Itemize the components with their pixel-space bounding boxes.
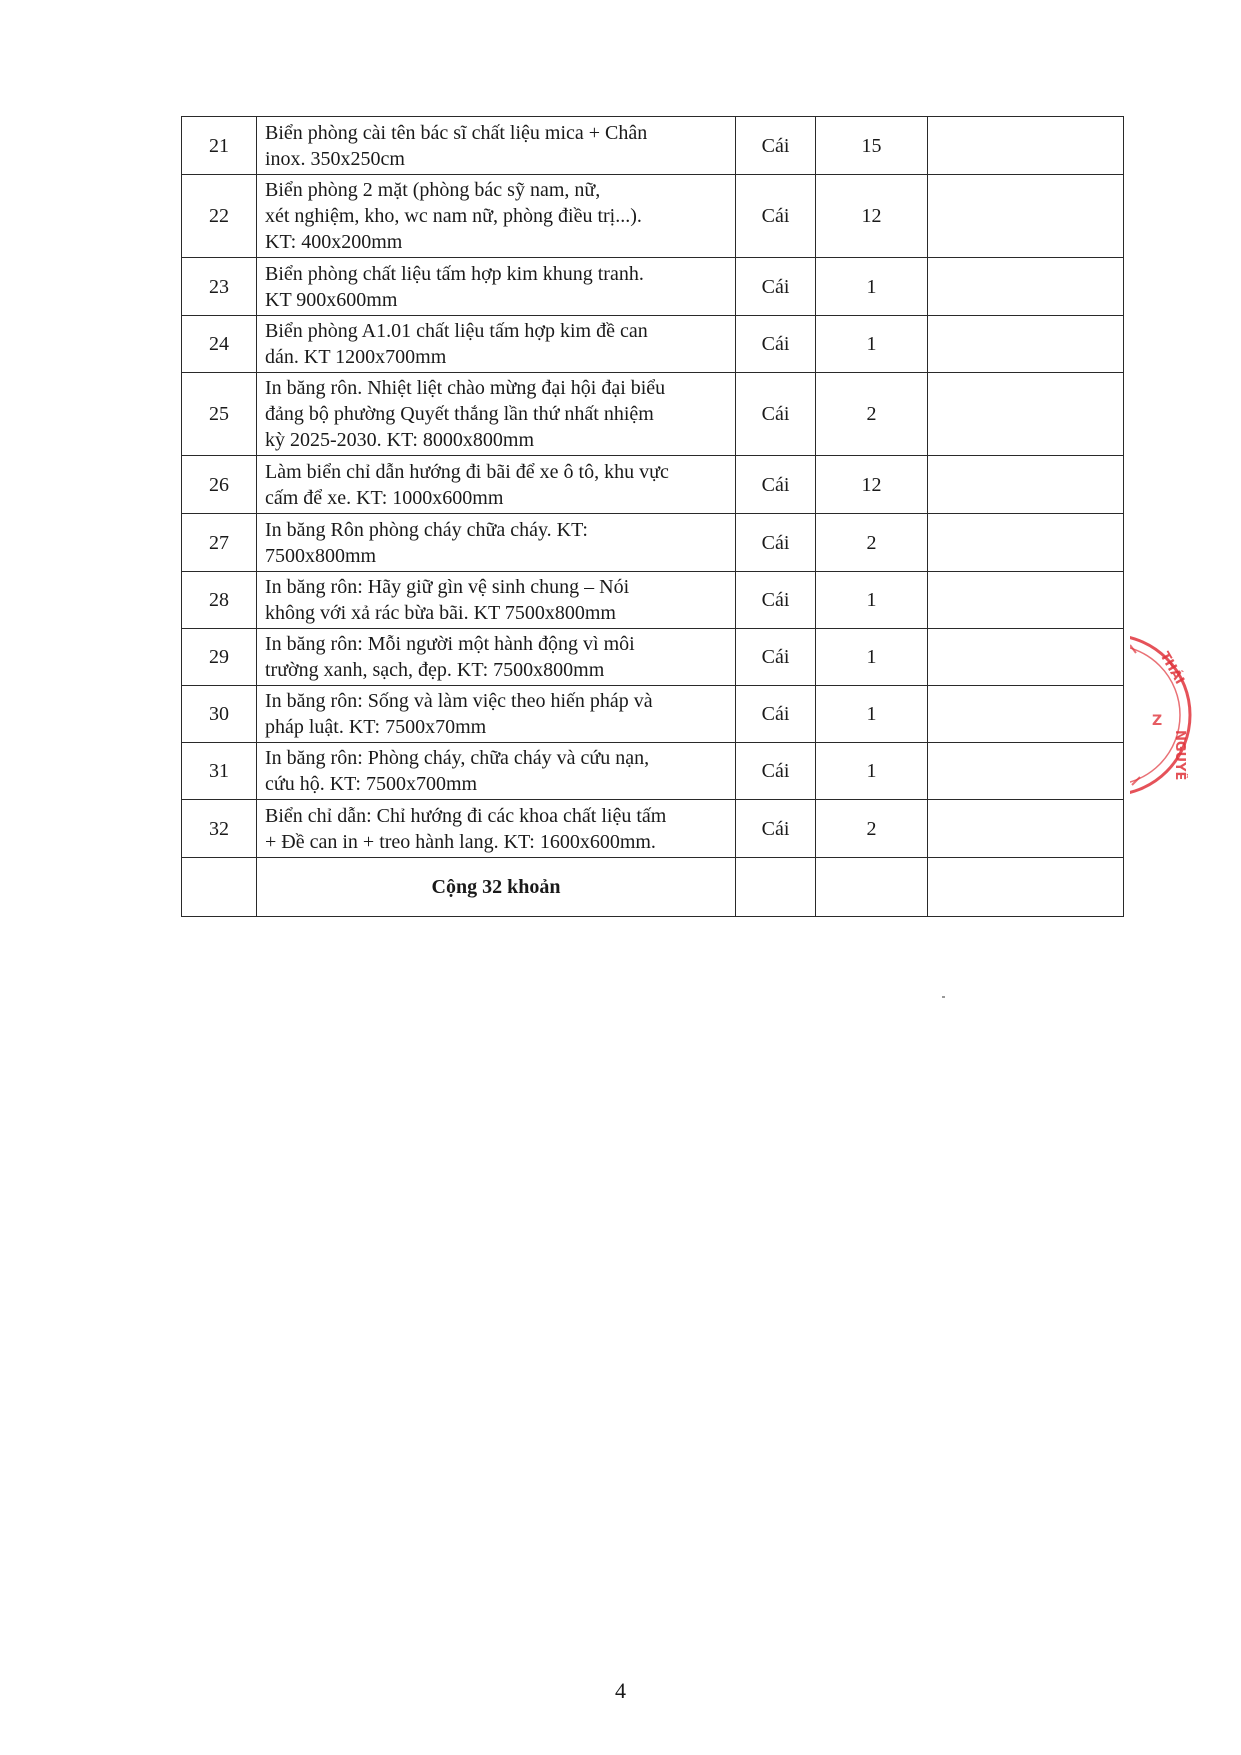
item-note xyxy=(928,373,1124,456)
description-line: In băng Rôn phòng cháy chữa cháy. KT: xyxy=(265,518,588,541)
item-unit: Cái xyxy=(736,258,816,316)
description-line: KT 900x600mm xyxy=(265,288,398,311)
description-line: In băng rôn: Sống và làm việc theo hiến pháp và xyxy=(265,690,653,712)
description-line: không với xả rác bừa bãi. KT 7500x800mm xyxy=(265,602,616,624)
table-row xyxy=(182,316,1124,373)
row-number: 32 xyxy=(182,800,257,858)
scan-speck xyxy=(942,996,945,998)
item-note xyxy=(928,456,1124,514)
total-unit-cell xyxy=(736,858,816,917)
item-note xyxy=(928,175,1124,258)
table-row xyxy=(182,629,1124,686)
item-note xyxy=(928,117,1124,175)
item-description xyxy=(257,572,736,629)
item-quantity: 15 xyxy=(816,117,928,175)
description-line: In băng rôn: Hãy giữ gìn vệ sinh chung – Nói xyxy=(265,576,630,598)
description-line: xét nghiệm, kho, wc nam nữ, phòng điều trị...). xyxy=(265,205,642,227)
description-line: đảng bộ phường Quyết thắng lần thứ nhất nhiệm xyxy=(265,403,654,425)
row-number: 21 xyxy=(182,117,257,175)
item-note xyxy=(928,800,1124,858)
description-line: KT: 400x200mm xyxy=(265,231,403,253)
item-unit: Cái xyxy=(736,175,816,258)
item-note xyxy=(928,743,1124,800)
table-row xyxy=(182,175,1124,258)
item-description xyxy=(257,258,736,316)
total-label: Cộng 32 khoản xyxy=(257,858,736,917)
item-quantity: 1 xyxy=(816,629,928,686)
description-line: Biển phòng A1.01 chất liệu tấm hợp kim đề can xyxy=(265,320,648,342)
seal-graphic xyxy=(1130,615,1240,815)
row-number: 28 xyxy=(182,572,257,629)
description-line: Biển phòng cài tên bác sĩ chất liệu mica + Chân xyxy=(265,121,648,144)
description-line: pháp luật. KT: 7500x70mm xyxy=(265,716,487,738)
description-line: + Đề can in + treo hành lang. KT: 1600x600mm. xyxy=(265,830,656,853)
item-note xyxy=(928,316,1124,373)
total-note-cell xyxy=(928,858,1124,917)
item-unit: Cái xyxy=(736,117,816,175)
item-unit: Cái xyxy=(736,629,816,686)
table-row xyxy=(182,258,1124,316)
description-line: Làm biển chỉ dẫn hướng đi bãi để xe ô tô, khu vực xyxy=(265,460,669,483)
row-number: 31 xyxy=(182,743,257,800)
description-line: dán. KT 1200x700mm xyxy=(265,346,447,368)
description-line: In băng rôn: Mỗi người một hành động vì môi xyxy=(265,633,635,655)
table-row xyxy=(182,743,1124,800)
row-number: 24 xyxy=(182,316,257,373)
item-unit: Cái xyxy=(736,572,816,629)
svg-text:THÁI: THÁI xyxy=(1156,649,1187,688)
row-number: 30 xyxy=(182,686,257,743)
table-row xyxy=(182,117,1124,175)
total-stt-cell xyxy=(182,858,257,917)
row-number: 26 xyxy=(182,456,257,514)
item-description xyxy=(257,316,736,373)
item-unit: Cái xyxy=(736,373,816,456)
item-quantity: 1 xyxy=(816,743,928,800)
row-number: 22 xyxy=(182,175,257,258)
item-description xyxy=(257,175,736,258)
item-quantity: 1 xyxy=(816,316,928,373)
item-quantity: 2 xyxy=(816,373,928,456)
description-line: Biển phòng 2 mặt (phòng bác sỹ nam, nữ, xyxy=(265,179,601,201)
item-note xyxy=(928,686,1124,743)
description-line: cấm để xe. KT: 1000x600mm xyxy=(265,486,504,509)
description-line: 7500x800mm xyxy=(265,544,377,567)
item-note xyxy=(928,572,1124,629)
total-row xyxy=(182,858,1124,917)
description-line: trường xanh, sạch, đẹp. KT: 7500x800mm xyxy=(265,659,605,681)
item-unit: Cái xyxy=(736,743,816,800)
items-table-body xyxy=(182,117,1124,858)
item-quantity: 12 xyxy=(816,456,928,514)
item-description xyxy=(257,743,736,800)
description-line: In băng rôn: Phòng cháy, chữa cháy và cứu nạn, xyxy=(265,747,650,769)
table-row xyxy=(182,686,1124,743)
item-quantity: 1 xyxy=(816,258,928,316)
table-row xyxy=(182,456,1124,514)
item-unit: Cái xyxy=(736,800,816,858)
description-line: inox. 350x250cm xyxy=(265,147,405,170)
table-row xyxy=(182,572,1124,629)
item-description xyxy=(257,373,736,456)
item-description xyxy=(257,629,736,686)
item-quantity: 12 xyxy=(816,175,928,258)
row-number: 25 xyxy=(182,373,257,456)
row-number: 23 xyxy=(182,258,257,316)
table-row xyxy=(182,514,1124,572)
table-row xyxy=(182,373,1124,456)
item-unit: Cái xyxy=(736,316,816,373)
item-description xyxy=(257,456,736,514)
item-note xyxy=(928,514,1124,572)
item-unit: Cái xyxy=(736,514,816,572)
item-description xyxy=(257,117,736,175)
item-unit: Cái xyxy=(736,686,816,743)
item-description xyxy=(257,686,736,743)
description-line: In băng rôn. Nhiệt liệt chào mừng đại hội đại biểu xyxy=(265,377,666,399)
svg-text:Z: Z xyxy=(1152,713,1163,729)
item-description xyxy=(257,514,736,572)
item-quantity: 1 xyxy=(816,686,928,743)
item-note xyxy=(928,629,1124,686)
item-quantity: 2 xyxy=(816,800,928,858)
item-unit: Cái xyxy=(736,456,816,514)
page-number: 4 xyxy=(615,1678,626,1703)
table-row xyxy=(182,800,1124,858)
total-qty-cell xyxy=(816,858,928,917)
description-line: cứu hộ. KT: 7500x700mm xyxy=(265,773,478,795)
red-seal-stamp xyxy=(1130,615,1240,815)
item-quantity: 2 xyxy=(816,514,928,572)
description-line: Biển chỉ dẫn: Chỉ hướng đi các khoa chất liệu tấm xyxy=(265,804,667,827)
description-line: Biển phòng chất liệu tấm hợp kim khung tranh. xyxy=(265,262,644,285)
row-number: 29 xyxy=(182,629,257,686)
item-description xyxy=(257,800,736,858)
item-note xyxy=(928,258,1124,316)
item-quantity: 1 xyxy=(816,572,928,629)
description-line: kỳ 2025-2030. KT: 8000x800mm xyxy=(265,429,534,451)
row-number: 27 xyxy=(182,514,257,572)
items-table xyxy=(181,116,1124,917)
svg-text:NGUYÊ: NGUYÊ xyxy=(1172,730,1187,781)
